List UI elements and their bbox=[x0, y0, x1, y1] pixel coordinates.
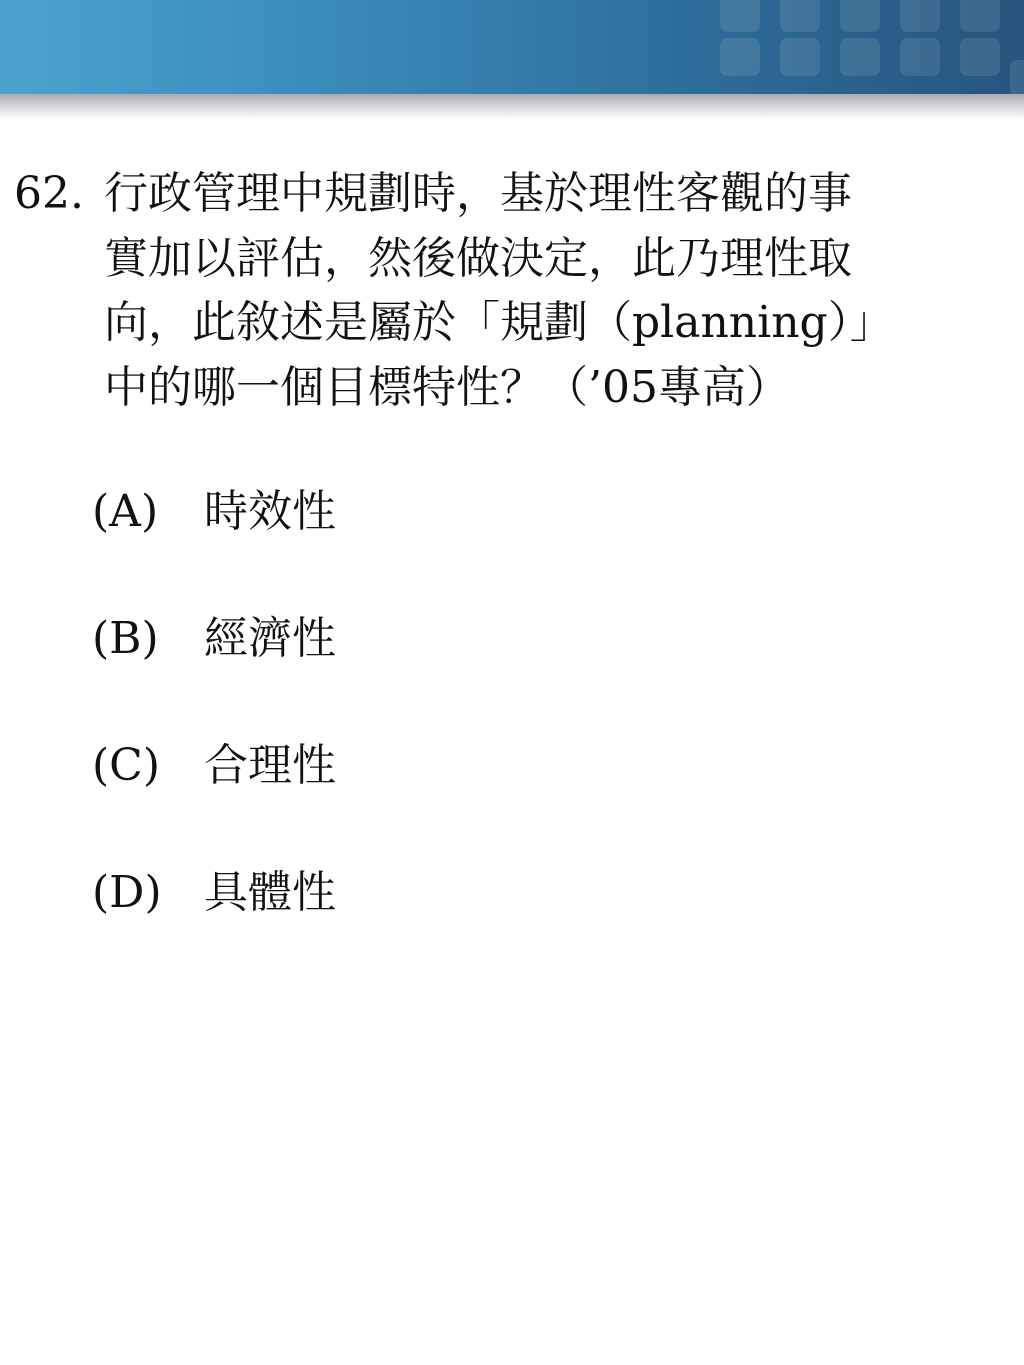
answer-options bbox=[92, 482, 336, 990]
question-line: 中的哪一個目標特性？（’05專高） bbox=[104, 361, 790, 413]
header-banner bbox=[0, 0, 1024, 94]
banner-decoration bbox=[900, 0, 940, 32]
banner-decoration bbox=[900, 38, 940, 76]
question-number: 62. bbox=[14, 168, 84, 219]
banner-decoration bbox=[780, 38, 820, 76]
banner-decoration bbox=[780, 0, 820, 32]
question bbox=[14, 162, 1024, 420]
question-text bbox=[104, 162, 1024, 420]
header-shadow bbox=[0, 94, 1024, 120]
banner-decoration bbox=[960, 0, 1000, 32]
question-row bbox=[14, 162, 1024, 420]
banner-decoration bbox=[840, 38, 880, 76]
option-text: 合理性 bbox=[204, 740, 336, 791]
question-line: 向，此敘述是屬於「規劃（planning）」 bbox=[104, 297, 894, 348]
option-text: 具體性 bbox=[204, 867, 336, 918]
option-label: (D) bbox=[92, 867, 162, 918]
banner-decoration bbox=[720, 38, 760, 76]
option-text: 經濟性 bbox=[204, 613, 336, 664]
option-label: (A) bbox=[92, 486, 159, 537]
banner-decoration bbox=[960, 38, 1000, 76]
banner-decoration bbox=[720, 0, 760, 32]
question-line: 實加以評估，然後做決定，此乃理性取 bbox=[104, 232, 852, 284]
option-label: (C) bbox=[92, 740, 160, 791]
option-b[interactable] bbox=[92, 609, 336, 669]
option-label: (B) bbox=[92, 613, 159, 664]
question-line: 行政管理中規劃時，基於理性客觀的事 bbox=[104, 168, 852, 219]
option-text: 時效性 bbox=[204, 486, 336, 537]
option-a[interactable] bbox=[92, 482, 336, 542]
banner-decoration bbox=[840, 0, 880, 32]
option-c[interactable] bbox=[92, 736, 336, 796]
banner-decoration bbox=[1010, 60, 1024, 94]
option-d[interactable] bbox=[92, 863, 336, 923]
